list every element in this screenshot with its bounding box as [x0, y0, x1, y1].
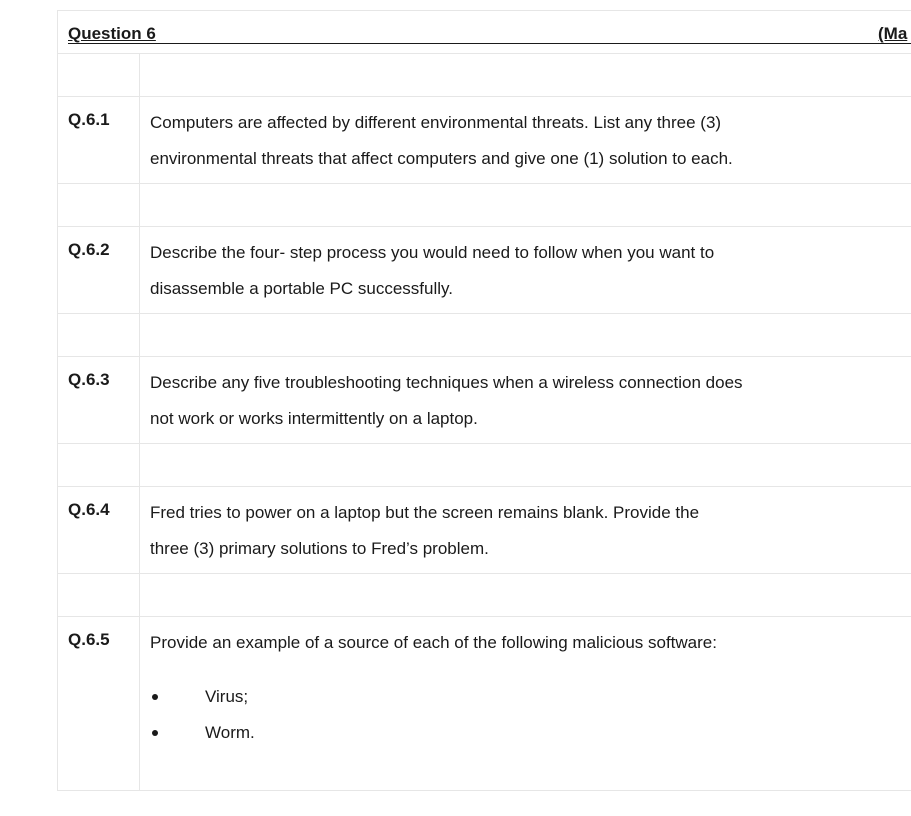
bullet-list [150, 679, 911, 751]
question-row-6-3 [58, 357, 911, 444]
question-text [140, 227, 911, 314]
spacer-row [58, 184, 911, 227]
spacer-row [58, 574, 911, 617]
question-text-line: three (3) primary solutions to Fred’s problem. [150, 539, 489, 558]
spacer-row [58, 444, 911, 487]
question-text-line: Fred tries to power on a laptop but the screen remains blank. Provide the [150, 503, 700, 522]
bullet-item [150, 679, 911, 715]
marks-label: (Ma [878, 24, 908, 43]
question-row-6-1 [58, 97, 911, 184]
bullet-icon [152, 694, 158, 700]
question-number: Q.6.1 [58, 97, 140, 184]
question-text [140, 617, 911, 791]
bullet-item [150, 715, 911, 751]
question-text-line: Computers are affected by different environmental threats. List any three (3) [150, 113, 722, 132]
spacer-row [58, 314, 911, 357]
question-row-6-4 [58, 487, 911, 574]
question-title: Question 6 [68, 24, 156, 43]
question-text-line: disassemble a portable PC successfully. [150, 279, 453, 298]
question-number: Q.6.5 [58, 617, 140, 791]
spacer-row [58, 54, 911, 97]
question-text-line: not work or works intermittently on a laptop. [150, 409, 478, 428]
question-row-6-2 [58, 227, 911, 314]
question-text-line: Describe any five troubleshooting techniques when a wireless connection does [150, 373, 743, 392]
header-underline [68, 21, 911, 44]
question-row-6-5 [58, 617, 911, 791]
question-text-line: Provide an example of a source of each of the following malicious software: [150, 633, 717, 652]
question-header-cell [58, 11, 911, 54]
question-number: Q.6.3 [58, 357, 140, 444]
bullet-icon [152, 730, 158, 736]
question-header-row [58, 11, 911, 54]
question-text-line: Describe the four- step process you would need to follow when you want to [150, 243, 715, 262]
bullet-text: Virus; [205, 687, 249, 706]
question-text [140, 487, 911, 574]
question-number: Q.6.2 [58, 227, 140, 314]
question-text-line: environmental threats that affect computers and give one (1) solution to each. [150, 149, 733, 168]
question-text [140, 97, 911, 184]
bullet-text: Worm. [205, 723, 255, 742]
question-number: Q.6.4 [58, 487, 140, 574]
question-table [57, 10, 911, 791]
question-text [140, 357, 911, 444]
